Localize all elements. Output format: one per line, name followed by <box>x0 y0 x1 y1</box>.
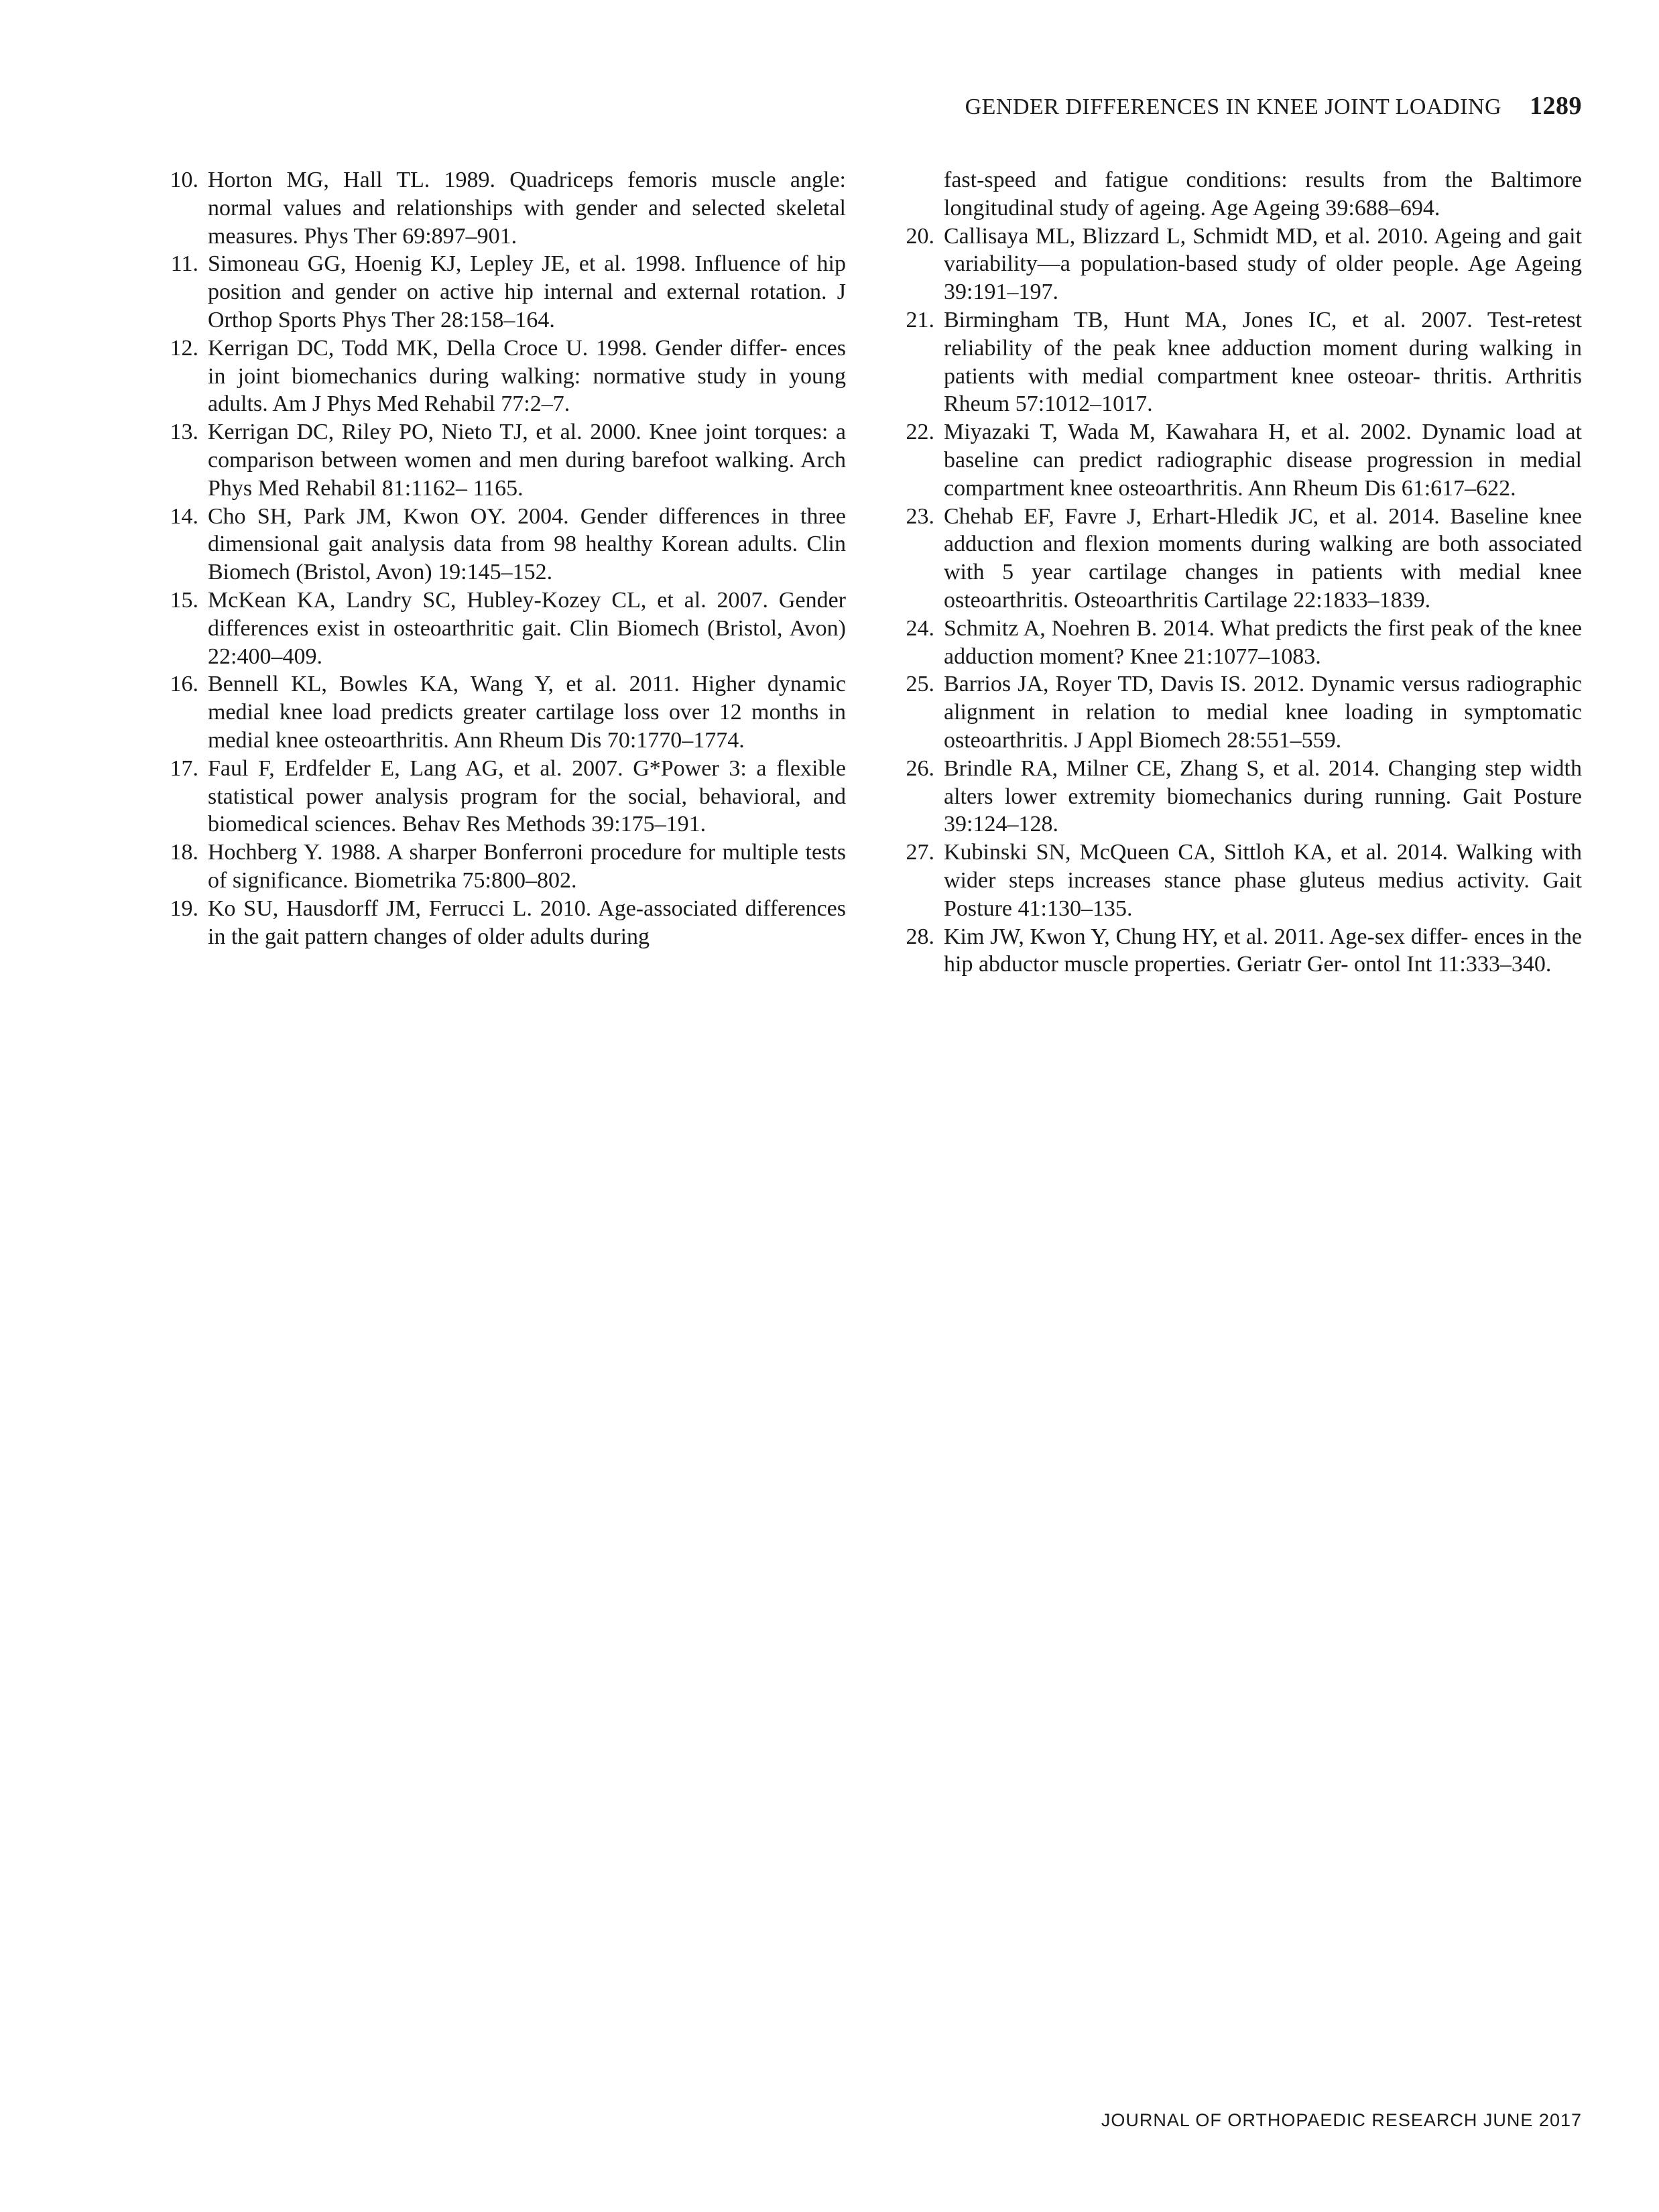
reference-text: fast-speed and fatigue conditions: results from the Baltimore longitudinal study of ageing. Age Ageing 39:688–694. <box>944 168 1582 221</box>
reference-text: Simoneau GG, Hoenig KJ, Lepley JE, et al. 1998. Influence of hip position and gender on active hip internal and external rotation. J Orthop Sports Phys Ther 28:158–164. <box>208 251 846 332</box>
journal-footer: JOURNAL OF ORTHOPAEDIC RESEARCH JUNE 2017 <box>1101 2110 1582 2130</box>
reference-number: 12. <box>170 335 198 361</box>
reference-text: Kubinski SN, McQueen CA, Sittloh KA, et al. 2014. Walking with wider steps increases stance phase gluteus medius activity. Gait Posture 41:130–135. <box>944 840 1582 921</box>
reference-text: Chehab EF, Favre J, Erhart-Hledik JC, et al. 2014. Baseline knee adduction and flexion moments during walking are both associated with 5 year cartilage changes in patients with medial knee osteoarthritis. Osteoarthritis Cartilage 22:1833–1839. <box>944 503 1582 613</box>
reference-text: Kerrigan DC, Riley PO, Nieto TJ, et al. 2000. Knee joint torques: a comparison between women and men during barefoot walking. Arch Phys Med Rehabil 81:1162– 1165. <box>208 420 846 501</box>
reference-number: 14. <box>170 503 198 529</box>
running-title: GENDER DIFFERENCES IN KNEE JOINT LOADING <box>965 95 1501 119</box>
reference-item <box>897 223 1582 306</box>
reference-number: 18. <box>170 840 198 865</box>
reference-number: 20. <box>906 223 934 249</box>
reference-number: 28. <box>906 924 934 949</box>
reference-item <box>897 503 1582 615</box>
reference-item <box>161 839 846 895</box>
reference-number: 10. <box>170 168 198 192</box>
reference-text: Schmitz A, Noehren B. 2014. What predicts the first peak of the knee adduction moment? Knee 21:1077–1083. <box>944 615 1582 669</box>
reference-number: 24. <box>906 615 934 641</box>
reference-number: 25. <box>906 672 934 697</box>
reference-item <box>161 503 846 587</box>
reference-text: Miyazaki T, Wada M, Kawahara H, et al. 2002. Dynamic load at baseline can predict radiographic disease progression in medial compartment knee osteoarthritis. Ann Rheum Dis 61:617–622. <box>944 420 1582 501</box>
reference-item <box>161 587 846 670</box>
reference-text: Horton MG, Hall TL. 1989. Quadriceps femoris muscle angle: normal values and relationships with gender and selected skeletal measures. Phys Ther 69:897–901. <box>208 168 846 249</box>
reference-number: 27. <box>906 840 934 865</box>
reference-number: 16. <box>170 672 198 697</box>
reference-item <box>161 418 846 502</box>
reference-item <box>897 839 1582 922</box>
reference-text: Brindle RA, Milner CE, Zhang S, et al. 2014. Changing step width alters lower extremity biomechanics during running. Gait Posture 39:124–128. <box>944 755 1582 837</box>
reference-number: 15. <box>170 587 198 613</box>
reference-text: Bennell KL, Bowles KA, Wang Y, et al. 2011. Higher dynamic medial knee load predicts greater cartilage loss over 12 months in medial knee osteoarthritis. Ann Rheum Dis 70:1770–1774. <box>208 672 846 753</box>
reference-number: 11. <box>170 251 198 277</box>
references-left-column <box>161 166 846 950</box>
reference-item <box>161 166 846 250</box>
reference-number: 26. <box>906 755 934 781</box>
page-number: 1289 <box>1530 92 1582 120</box>
reference-text: Kerrigan DC, Todd MK, Della Croce U. 1998. Gender differ- ences in joint biomechanics during walking: normative study in young adults. Am J Phys Med Rehabil 77:2–7. <box>208 335 846 417</box>
reference-item <box>161 755 846 839</box>
reference-text: Birmingham TB, Hunt MA, Jones IC, et al. 2007. Test-retest reliability of the peak knee adduction moment during walking in patients with medial compartment knee osteoar- thritis. Arthritis Rheum 57:1012–1017. <box>944 307 1582 417</box>
reference-number: 13. <box>170 420 198 445</box>
reference-text: Callisaya ML, Blizzard L, Schmidt MD, et al. 2010. Ageing and gait variability—a population-based study of older people. Age Ageing 39:191–197. <box>944 223 1582 305</box>
reference-text: McKean KA, Landry SC, Hubley-Kozey CL, et al. 2007. Gender differences exist in osteoarthritic gait. Clin Biomech (Bristol, Avon) 22:400–409. <box>208 587 846 669</box>
reference-item <box>161 670 846 754</box>
reference-number: 21. <box>906 307 934 332</box>
reference-text: Kim JW, Kwon Y, Chung HY, et al. 2011. Age-sex differ- ences in the hip abductor muscle properties. Geriatr Ger- ontol Int 11:333–340. <box>944 924 1582 977</box>
reference-number: 23. <box>906 503 934 529</box>
reference-text: Ko SU, Hausdorff JM, Ferrucci L. 2010. Age-associated differences in the gait pattern changes of older adults during <box>208 896 846 949</box>
reference-item <box>161 250 846 334</box>
reference-item <box>897 755 1582 839</box>
reference-number: 17. <box>170 755 198 781</box>
reference-text: Barrios JA, Royer TD, Davis IS. 2012. Dynamic versus radiographic alignment in relation to medial knee loading in symptomatic osteoarthritis. J Appl Biomech 28:551–559. <box>944 672 1582 753</box>
references-right-column <box>897 166 1582 979</box>
reference-text: Faul F, Erdfelder E, Lang AG, et al. 2007. G*Power 3: a flexible statistical power analysis program for the social, behavioral, and biomedical sciences. Behav Res Methods 39:175–191. <box>208 755 846 837</box>
reference-item <box>897 306 1582 418</box>
reference-text: Cho SH, Park JM, Kwon OY. 2004. Gender differences in three dimensional gait analysis data from 98 healthy Korean adults. Clin Biomech (Bristol, Avon) 19:145–152. <box>208 503 846 585</box>
running-header <box>804 91 1582 121</box>
reference-continuation <box>897 166 1582 223</box>
reference-item <box>897 418 1582 502</box>
reference-item <box>161 895 846 951</box>
reference-item <box>897 670 1582 754</box>
reference-text: Hochberg Y. 1988. A sharper Bonferroni procedure for multiple tests of significance. Biometrika 75:800–802. <box>208 840 846 893</box>
reference-item <box>897 615 1582 671</box>
reference-item <box>161 334 846 418</box>
reference-number: 22. <box>906 420 934 445</box>
reference-item <box>897 923 1582 979</box>
reference-number: 19. <box>170 896 198 921</box>
